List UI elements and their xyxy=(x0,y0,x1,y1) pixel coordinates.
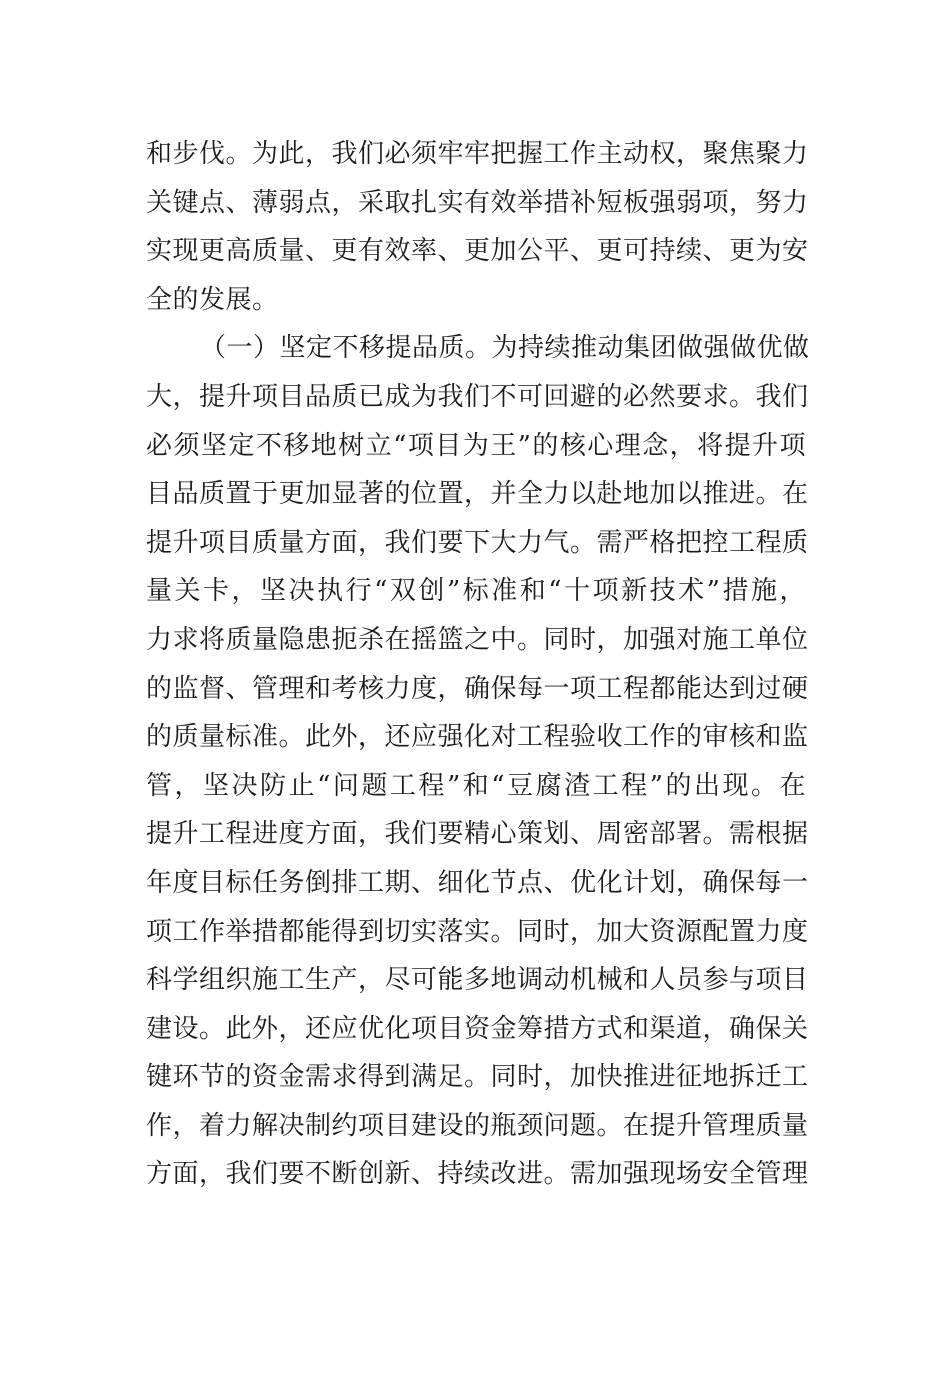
text-line: 项工作举措都能得到切实落实。同时，加大资源配置力度 xyxy=(146,916,809,947)
text-line: 力求将质量隐患扼杀在摇篮之中。同时，加强对施工单位 xyxy=(146,624,809,655)
text-line: 建设。此外，还应优化项目资金筹措方式和渠道，确保关 xyxy=(146,1013,809,1044)
text-line: （一）坚定不移提品质。为持续推动集团做强做优做 xyxy=(200,333,810,364)
text-line: 科学组织施工生产，尽可能多地调动机械和人员参与项目 xyxy=(146,965,809,996)
text-line: 管，坚决防止“问题工程”和“豆腐渣工程”的出现。在 xyxy=(146,770,806,801)
text-line: 的质量标准。此外，还应强化对工程验收工作的审核和监 xyxy=(146,722,809,753)
text-line: 方面，我们要不断创新、持续改进。需加强现场安全管理 xyxy=(146,1159,809,1190)
text-line: 量关卡，坚决执行“双创”标准和“十项新技术”措施， xyxy=(146,576,806,607)
text-line: 实现更高质量、更有效率、更加公平、更可持续、更为安 xyxy=(146,236,809,267)
text-line: 的监督、管理和考核力度，确保每一项工程都能达到过硬 xyxy=(146,673,809,704)
text-line: 键环节的资金需求得到满足。同时，加快推进征地拆迁工 xyxy=(146,1062,809,1093)
text-line: 和步伐。为此，我们必须牢牢把握工作主动权，聚焦聚力 xyxy=(146,139,809,169)
text-line: 关键点、薄弱点，采取扎实有效举措补短板强弱项，努力 xyxy=(146,187,809,218)
body-text xyxy=(146,130,810,1393)
text-line: 目品质置于更加显著的位置，并全力以赴地加以推进。在 xyxy=(146,479,809,510)
text-line xyxy=(146,1199,806,1248)
text-line: 必须坚定不移地树立“项目为王”的核心理念，将提升项 xyxy=(146,430,806,461)
text-line: 年度目标任务倒排工期、细化节点、优化计划，确保每一 xyxy=(146,867,809,898)
text-line xyxy=(146,1345,806,1393)
text-line: 全的发展。 xyxy=(146,284,279,315)
text-line xyxy=(146,1248,806,1297)
text-line: 提升工程进度方面，我们要精心策划、周密部署。需根据 xyxy=(146,819,809,850)
text-line: 作，着力解决制约项目建设的瓶颈问题。在提升管理质量 xyxy=(146,1110,809,1141)
text-line xyxy=(146,1296,806,1345)
text-line: 大，提升项目品质已成为我们不可回避的必然要求。我们 xyxy=(146,381,809,412)
text-line: 提升项目质量方面，我们要下大力气。需严格把控工程质 xyxy=(146,527,809,558)
